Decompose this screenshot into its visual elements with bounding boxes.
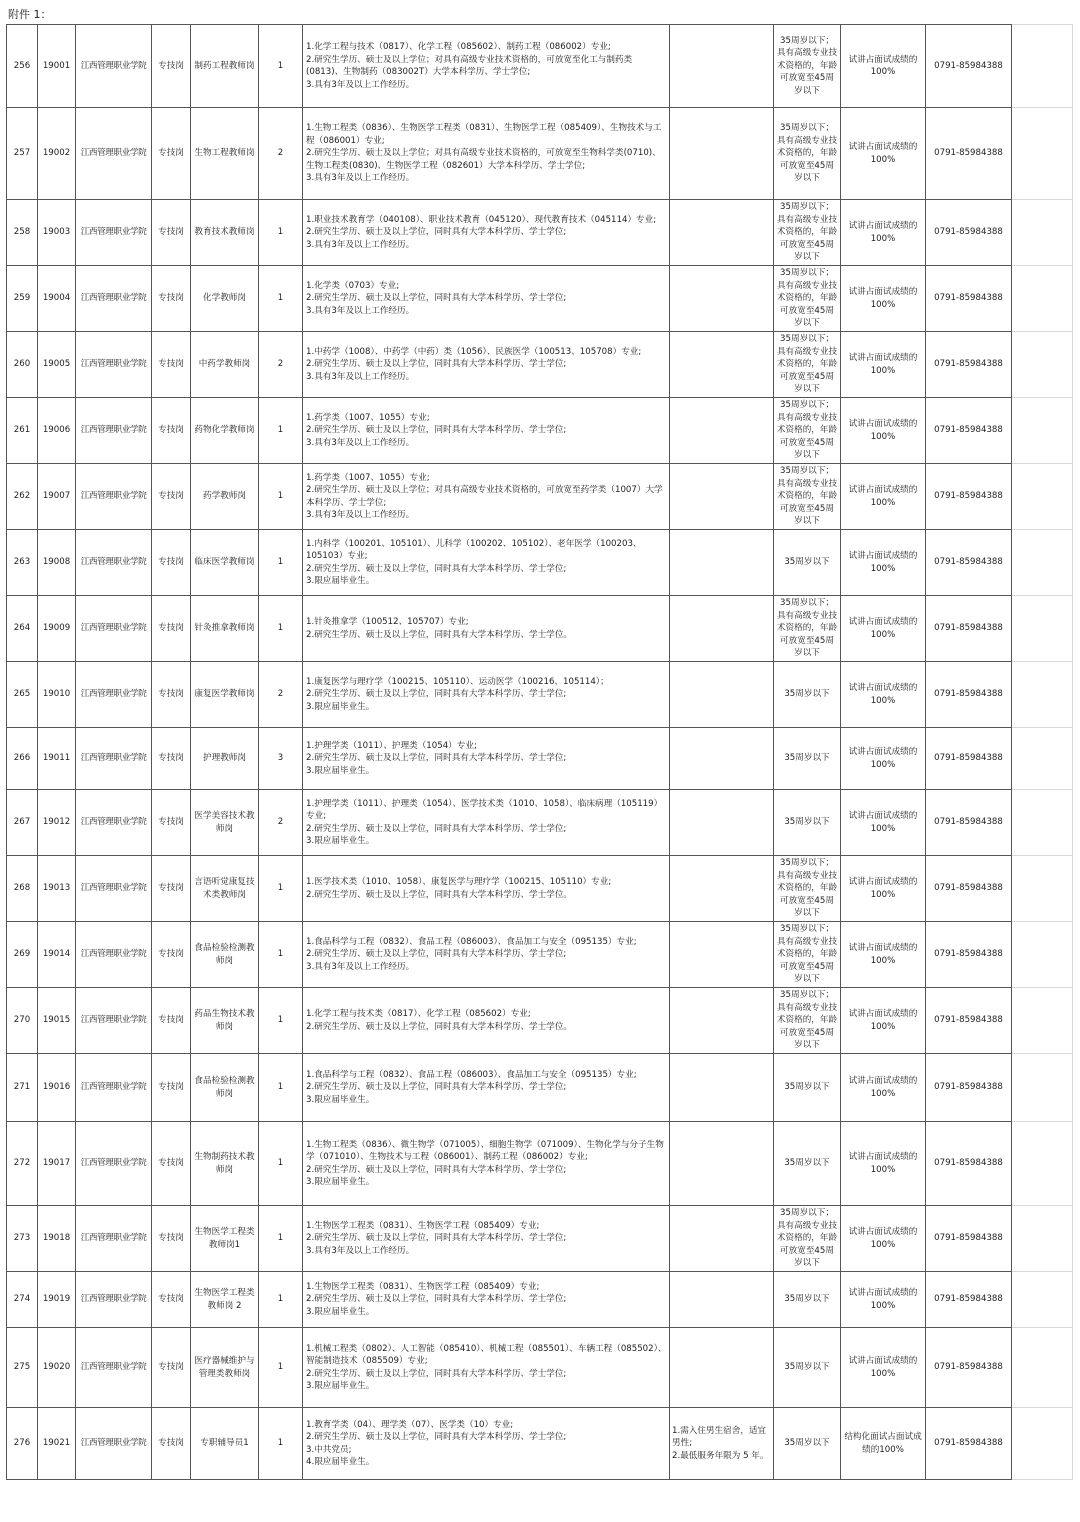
cell-position-type: 专技岗 (152, 1272, 191, 1328)
cell-empty (1012, 728, 1073, 790)
cell-seq: 275 (7, 1328, 38, 1408)
cell-headcount: 1 (259, 398, 303, 464)
cell-position-name: 护理教师岗 (191, 728, 259, 790)
table-row (7, 1054, 1073, 1122)
cell-position-code: 19003 (38, 200, 76, 266)
cell-empty (1012, 398, 1073, 464)
cell-other-conditions (670, 1328, 774, 1408)
cell-interview-method: 试讲占面试成绩的100% (841, 1328, 926, 1408)
cell-seq: 274 (7, 1272, 38, 1328)
cell-interview-method: 试讲占面试成绩的100% (841, 1206, 926, 1272)
cell-age-limit: 35周岁以下 (774, 1054, 841, 1122)
cell-requirements: 1.教育学类（04）、理学类（07）、医学类（10）专业; 2.研究生学历、硕士及以上学位，同时具有大学本科学历、学士学位; 3.中共党员; 4.限应届毕业生。 (303, 1408, 670, 1480)
cell-position-type: 专技岗 (152, 108, 191, 200)
cell-position-name: 生物医学工程类教师岗1 (191, 1206, 259, 1272)
cell-contact-phone: 0791-85984388 (926, 1206, 1012, 1272)
cell-requirements: 1.针灸推拿学（100512、105707）专业; 2.研究生学历、硕士及以上学位，同时具有大学本科学历、学士学位。 (303, 596, 670, 662)
cell-empty (1012, 200, 1073, 266)
cell-seq: 256 (7, 25, 38, 108)
cell-interview-method: 试讲占面试成绩的100% (841, 728, 926, 790)
cell-position-code: 19015 (38, 988, 76, 1054)
cell-headcount: 1 (259, 464, 303, 530)
cell-other-conditions (670, 332, 774, 398)
cell-unit: 江西管理职业学院 (76, 922, 152, 988)
cell-unit: 江西管理职业学院 (76, 596, 152, 662)
cell-position-name: 言语听觉康复技术类教师岗 (191, 856, 259, 922)
cell-seq: 270 (7, 988, 38, 1054)
cell-position-code: 19016 (38, 1054, 76, 1122)
cell-other-conditions (670, 596, 774, 662)
cell-contact-phone: 0791-85984388 (926, 728, 1012, 790)
cell-requirements: 1.中药学（1008）、中药学（中药）类（1056）、民族医学（100513、105708）专业; 2.研究生学历、硕士及以上学位，同时具有大学本科学历、学士学位; 3.具有3年及以上工作经历。 (303, 332, 670, 398)
cell-position-name: 食品检验检测教师岗 (191, 1054, 259, 1122)
cell-contact-phone: 0791-85984388 (926, 1408, 1012, 1480)
cell-age-limit: 35周岁以下；具有高级专业技术资格的，年龄可放宽至45周岁以下 (774, 1206, 841, 1272)
cell-empty (1012, 464, 1073, 530)
cell-unit: 江西管理职业学院 (76, 1272, 152, 1328)
cell-contact-phone: 0791-85984388 (926, 922, 1012, 988)
cell-unit: 江西管理职业学院 (76, 530, 152, 596)
cell-empty (1012, 856, 1073, 922)
cell-other-conditions (670, 200, 774, 266)
cell-interview-method: 试讲占面试成绩的100% (841, 464, 926, 530)
cell-requirements: 1.康复医学与理疗学（100215、105110）、运动医学（100216、105114）； 2.研究生学历、硕士及以上学位，同时具有大学本科学历、学士学位; 3.限应届毕业生。 (303, 662, 670, 728)
cell-requirements: 1.护理学类（1011）、护理类（1054）、医学技术类（1010、1058）、临床病理（105119）专业; 2.研究生学历、硕士及以上学位，同时具有大学本科学历、学士学位; 3.限应届毕业生。 (303, 790, 670, 856)
cell-position-name: 药物化学教师岗 (191, 398, 259, 464)
cell-other-conditions (670, 1272, 774, 1328)
cell-unit: 江西管理职业学院 (76, 1122, 152, 1206)
cell-age-limit: 35周岁以下；具有高级专业技术资格的，年龄可放宽至45周岁以下 (774, 25, 841, 108)
cell-other-conditions (670, 922, 774, 988)
cell-requirements: 1.生物工程类（0836）、生物医学工程类（0831）、生物医学工程（085409）、生物技术与工程（086001）专业; 2.研究生学历、硕士及以上学位；对具有高级专业技术资格的，可放宽至生物科学类(0710)、生物工程类(0830)、生物医学工程（082601）大学本科学历、学士学位; 3.具有3年及以上工作经历。 (303, 108, 670, 200)
cell-position-type: 专技岗 (152, 530, 191, 596)
cell-unit: 江西管理职业学院 (76, 332, 152, 398)
cell-interview-method: 试讲占面试成绩的100% (841, 1054, 926, 1122)
cell-interview-method: 试讲占面试成绩的100% (841, 1272, 926, 1328)
cell-position-code: 19004 (38, 266, 76, 332)
table-row (7, 1206, 1073, 1272)
cell-position-type: 专技岗 (152, 1122, 191, 1206)
cell-contact-phone: 0791-85984388 (926, 108, 1012, 200)
cell-position-name: 医疗器械维护与管理类教师岗 (191, 1328, 259, 1408)
position-table (6, 24, 1073, 1480)
cell-unit: 江西管理职业学院 (76, 662, 152, 728)
cell-headcount: 1 (259, 1054, 303, 1122)
cell-interview-method: 试讲占面试成绩的100% (841, 988, 926, 1054)
cell-empty (1012, 662, 1073, 728)
cell-interview-method: 试讲占面试成绩的100% (841, 790, 926, 856)
cell-headcount: 2 (259, 790, 303, 856)
cell-contact-phone: 0791-85984388 (926, 1272, 1012, 1328)
cell-requirements: 1.护理学类（1011）、护理类（1054）专业; 2.研究生学历、硕士及以上学位，同时具有大学本科学历、学士学位; 3.限应届毕业生。 (303, 728, 670, 790)
cell-position-name: 专职辅导员1 (191, 1408, 259, 1480)
cell-other-conditions (670, 464, 774, 530)
cell-seq: 276 (7, 1408, 38, 1480)
cell-headcount: 1 (259, 25, 303, 108)
cell-headcount: 2 (259, 662, 303, 728)
cell-requirements: 1.医学技术类（1010、1058）、康复医学与理疗学（100215、105110）专业; 2.研究生学历、硕士及以上学位，同时具有大学本科学历、学士学位。 (303, 856, 670, 922)
cell-interview-method: 试讲占面试成绩的100% (841, 596, 926, 662)
cell-seq: 262 (7, 464, 38, 530)
cell-requirements: 1.机械工程类（0802）、人工智能（085410）、机械工程（085501）、车辆工程（085502）、智能制造技术（085509）专业; 2.研究生学历、硕士及以上学位，同时具有大学本科学历、学士学位; 3.限应届毕业生。 (303, 1328, 670, 1408)
cell-contact-phone: 0791-85984388 (926, 1122, 1012, 1206)
cell-position-name: 生物工程教师岗 (191, 108, 259, 200)
cell-interview-method: 试讲占面试成绩的100% (841, 108, 926, 200)
table-row (7, 200, 1073, 266)
cell-other-conditions (670, 266, 774, 332)
cell-seq: 265 (7, 662, 38, 728)
cell-position-code: 19021 (38, 1408, 76, 1480)
cell-contact-phone: 0791-85984388 (926, 25, 1012, 108)
cell-interview-method: 试讲占面试成绩的100% (841, 856, 926, 922)
cell-age-limit: 35周岁以下 (774, 1328, 841, 1408)
table-row (7, 988, 1073, 1054)
cell-age-limit: 35周岁以下；具有高级专业技术资格的，年龄可放宽至45周岁以下 (774, 200, 841, 266)
cell-interview-method: 试讲占面试成绩的100% (841, 530, 926, 596)
table-row (7, 464, 1073, 530)
cell-age-limit: 35周岁以下 (774, 1272, 841, 1328)
cell-empty (1012, 332, 1073, 398)
cell-headcount: 1 (259, 266, 303, 332)
cell-position-type: 专技岗 (152, 922, 191, 988)
cell-position-type: 专技岗 (152, 856, 191, 922)
cell-unit: 江西管理职业学院 (76, 1054, 152, 1122)
table-row (7, 596, 1073, 662)
cell-position-type: 专技岗 (152, 1206, 191, 1272)
cell-position-name: 化学教师岗 (191, 266, 259, 332)
table-row (7, 662, 1073, 728)
cell-empty (1012, 1408, 1073, 1480)
cell-unit: 江西管理职业学院 (76, 1206, 152, 1272)
cell-headcount: 1 (259, 988, 303, 1054)
cell-position-type: 专技岗 (152, 596, 191, 662)
cell-position-name: 临床医学教师岗 (191, 530, 259, 596)
cell-position-name: 食品检验检测教师岗 (191, 922, 259, 988)
cell-headcount: 1 (259, 922, 303, 988)
cell-position-type: 专技岗 (152, 790, 191, 856)
cell-unit: 江西管理职业学院 (76, 25, 152, 108)
cell-contact-phone: 0791-85984388 (926, 662, 1012, 728)
cell-seq: 271 (7, 1054, 38, 1122)
cell-position-type: 专技岗 (152, 1054, 191, 1122)
cell-seq: 267 (7, 790, 38, 856)
cell-age-limit: 35周岁以下；具有高级专业技术资格的，年龄可放宽至45周岁以下 (774, 856, 841, 922)
cell-position-name: 医学美容技术教师岗 (191, 790, 259, 856)
cell-headcount: 1 (259, 596, 303, 662)
cell-position-code: 19012 (38, 790, 76, 856)
cell-seq: 269 (7, 922, 38, 988)
cell-requirements: 1.食品科学与工程（0832）、食品工程（086003）、食品加工与安全（095135）专业; 2.研究生学历、硕士及以上学位，同时具有大学本科学历、学士学位; 3.具有3年及以上工作经历。 (303, 922, 670, 988)
table-row (7, 108, 1073, 200)
cell-empty (1012, 790, 1073, 856)
cell-position-name: 生物制药技术教师岗 (191, 1122, 259, 1206)
cell-unit: 江西管理职业学院 (76, 728, 152, 790)
cell-unit: 江西管理职业学院 (76, 398, 152, 464)
cell-empty (1012, 266, 1073, 332)
cell-other-conditions (670, 398, 774, 464)
cell-headcount: 1 (259, 200, 303, 266)
cell-age-limit: 35周岁以下；具有高级专业技术资格的，年龄可放宽至45周岁以下 (774, 398, 841, 464)
cell-contact-phone: 0791-85984388 (926, 398, 1012, 464)
cell-unit: 江西管理职业学院 (76, 200, 152, 266)
cell-position-code: 19008 (38, 530, 76, 596)
cell-unit: 江西管理职业学院 (76, 108, 152, 200)
cell-unit: 江西管理职业学院 (76, 988, 152, 1054)
cell-unit: 江西管理职业学院 (76, 266, 152, 332)
cell-requirements: 1.职业技术教育学（040108）、职业技术教育（045120）、现代教育技术（045114）专业; 2.研究生学历、硕士及以上学位，同时具有大学本科学历、学士学位; 3.具有3年及以上工作经历。 (303, 200, 670, 266)
cell-position-name: 生物医学工程类教师岗 2 (191, 1272, 259, 1328)
cell-position-type: 专技岗 (152, 464, 191, 530)
cell-contact-phone: 0791-85984388 (926, 790, 1012, 856)
cell-age-limit: 35周岁以下；具有高级专业技术资格的，年龄可放宽至45周岁以下 (774, 108, 841, 200)
cell-age-limit: 35周岁以下；具有高级专业技术资格的，年龄可放宽至45周岁以下 (774, 922, 841, 988)
cell-contact-phone: 0791-85984388 (926, 988, 1012, 1054)
cell-interview-method: 试讲占面试成绩的100% (841, 1122, 926, 1206)
cell-contact-phone: 0791-85984388 (926, 266, 1012, 332)
cell-contact-phone: 0791-85984388 (926, 1328, 1012, 1408)
cell-age-limit: 35周岁以下 (774, 530, 841, 596)
cell-position-type: 专技岗 (152, 200, 191, 266)
cell-headcount: 1 (259, 1272, 303, 1328)
table-row (7, 25, 1073, 108)
cell-position-type: 专技岗 (152, 988, 191, 1054)
table-row (7, 1408, 1073, 1480)
attachment-caption: 附件 1： (8, 8, 52, 21)
cell-headcount: 1 (259, 856, 303, 922)
cell-requirements: 1.生物医学工程类（0831）、生物医学工程（085409）专业; 2.研究生学历、硕士及以上学位，同时具有大学本科学历、学士学位; 3.具有3年及以上工作经历。 (303, 1206, 670, 1272)
cell-requirements: 1.食品科学与工程（0832）、食品工程（086003）、食品加工与安全（095135）专业; 2.研究生学历、硕士及以上学位，同时具有大学本科学历、学士学位; 3.限应届毕业生。 (303, 1054, 670, 1122)
cell-age-limit: 35周岁以下；具有高级专业技术资格的，年龄可放宽至45周岁以下 (774, 596, 841, 662)
cell-requirements: 1.药学类（1007、1055）专业; 2.研究生学历、硕士及以上学位，同时具有大学本科学历、学士学位; 3.具有3年及以上工作经历。 (303, 398, 670, 464)
cell-position-code: 19018 (38, 1206, 76, 1272)
cell-empty (1012, 1272, 1073, 1328)
cell-headcount: 1 (259, 1122, 303, 1206)
table-row (7, 1272, 1073, 1328)
table-row (7, 922, 1073, 988)
cell-requirements: 1.化学类（0703）专业; 2.研究生学历、硕士及以上学位，同时具有大学本科学历、学士学位; 3.具有3年及以上工作经历。 (303, 266, 670, 332)
cell-empty (1012, 1122, 1073, 1206)
cell-interview-method: 结构化面试占面试成绩的100% (841, 1408, 926, 1480)
cell-position-code: 19007 (38, 464, 76, 530)
cell-position-code: 19014 (38, 922, 76, 988)
cell-headcount: 2 (259, 332, 303, 398)
cell-position-type: 专技岗 (152, 1408, 191, 1480)
cell-contact-phone: 0791-85984388 (926, 856, 1012, 922)
cell-interview-method: 试讲占面试成绩的100% (841, 200, 926, 266)
cell-other-conditions (670, 25, 774, 108)
cell-interview-method: 试讲占面试成绩的100% (841, 332, 926, 398)
cell-interview-method: 试讲占面试成绩的100% (841, 398, 926, 464)
cell-other-conditions (670, 108, 774, 200)
table-row (7, 856, 1073, 922)
cell-empty (1012, 1054, 1073, 1122)
cell-headcount: 1 (259, 1328, 303, 1408)
cell-position-name: 康复医学教师岗 (191, 662, 259, 728)
table-row (7, 1328, 1073, 1408)
cell-position-code: 19001 (38, 25, 76, 108)
cell-other-conditions (670, 790, 774, 856)
cell-headcount: 1 (259, 530, 303, 596)
cell-headcount: 1 (259, 1408, 303, 1480)
cell-position-code: 19009 (38, 596, 76, 662)
cell-contact-phone: 0791-85984388 (926, 332, 1012, 398)
cell-other-conditions (670, 728, 774, 790)
cell-headcount: 2 (259, 108, 303, 200)
cell-position-type: 专技岗 (152, 1328, 191, 1408)
cell-position-type: 专技岗 (152, 662, 191, 728)
cell-contact-phone: 0791-85984388 (926, 1054, 1012, 1122)
cell-unit: 江西管理职业学院 (76, 1328, 152, 1408)
cell-other-conditions (670, 1054, 774, 1122)
cell-other-conditions (670, 1206, 774, 1272)
cell-requirements: 1.化学工程与技术类（0817）、化学工程（085602）专业; 2.研究生学历、硕士及以上学位，同时具有大学本科学历、学士学位。 (303, 988, 670, 1054)
cell-contact-phone: 0791-85984388 (926, 200, 1012, 266)
cell-empty (1012, 1328, 1073, 1408)
cell-position-name: 药品生物技术教师岗 (191, 988, 259, 1054)
cell-position-code: 19010 (38, 662, 76, 728)
cell-position-code: 19020 (38, 1328, 76, 1408)
cell-position-code: 19005 (38, 332, 76, 398)
cell-position-name: 药学教师岗 (191, 464, 259, 530)
cell-seq: 263 (7, 530, 38, 596)
cell-requirements: 1.药学类（1007、1055）专业; 2.研究生学历、硕士及以上学位；对具有高级专业技术资格的，可放宽至药学类（1007）大学本科学历、学士学位; 3.具有3年及以上工作经历。 (303, 464, 670, 530)
cell-other-conditions (670, 988, 774, 1054)
cell-interview-method: 试讲占面试成绩的100% (841, 922, 926, 988)
cell-other-conditions (670, 662, 774, 728)
cell-seq: 259 (7, 266, 38, 332)
cell-position-type: 专技岗 (152, 728, 191, 790)
cell-position-code: 19011 (38, 728, 76, 790)
cell-position-name: 制药工程教师岗 (191, 25, 259, 108)
cell-empty (1012, 1206, 1073, 1272)
cell-unit: 江西管理职业学院 (76, 464, 152, 530)
cell-position-name: 针灸推拿教师岗 (191, 596, 259, 662)
table-row (7, 790, 1073, 856)
cell-headcount: 1 (259, 1206, 303, 1272)
cell-position-code: 19013 (38, 856, 76, 922)
cell-seq: 261 (7, 398, 38, 464)
table-row (7, 266, 1073, 332)
cell-age-limit: 35周岁以下；具有高级专业技术资格的，年龄可放宽至45周岁以下 (774, 266, 841, 332)
table-body (7, 25, 1073, 1480)
cell-position-code: 19019 (38, 1272, 76, 1328)
cell-empty (1012, 530, 1073, 596)
cell-position-type: 专技岗 (152, 398, 191, 464)
cell-unit: 江西管理职业学院 (76, 856, 152, 922)
cell-position-type: 专技岗 (152, 332, 191, 398)
cell-other-conditions (670, 1122, 774, 1206)
cell-position-type: 专技岗 (152, 266, 191, 332)
cell-interview-method: 试讲占面试成绩的100% (841, 25, 926, 108)
table-row (7, 398, 1073, 464)
cell-seq: 260 (7, 332, 38, 398)
cell-position-type: 专技岗 (152, 25, 191, 108)
cell-position-code: 19002 (38, 108, 76, 200)
cell-seq: 258 (7, 200, 38, 266)
cell-age-limit: 35周岁以下 (774, 1408, 841, 1480)
cell-age-limit: 35周岁以下；具有高级专业技术资格的，年龄可放宽至45周岁以下 (774, 988, 841, 1054)
cell-age-limit: 35周岁以下；具有高级专业技术资格的，年龄可放宽至45周岁以下 (774, 464, 841, 530)
cell-contact-phone: 0791-85984388 (926, 596, 1012, 662)
cell-requirements: 1.生物医学工程类（0831）、生物医学工程（085409）专业; 2.研究生学历、硕士及以上学位，同时具有大学本科学历、学士学位; 3.限应届毕业生。 (303, 1272, 670, 1328)
cell-age-limit: 35周岁以下 (774, 1122, 841, 1206)
cell-headcount: 3 (259, 728, 303, 790)
cell-position-code: 19017 (38, 1122, 76, 1206)
cell-position-name: 中药学教师岗 (191, 332, 259, 398)
cell-interview-method: 试讲占面试成绩的100% (841, 662, 926, 728)
cell-age-limit: 35周岁以下 (774, 662, 841, 728)
cell-age-limit: 35周岁以下 (774, 790, 841, 856)
cell-age-limit: 35周岁以下；具有高级专业技术资格的，年龄可放宽至45周岁以下 (774, 332, 841, 398)
cell-position-code: 19006 (38, 398, 76, 464)
cell-requirements: 1.化学工程与技术（0817）、化学工程（085602）、制药工程（086002）专业; 2.研究生学历、硕士及以上学位；对具有高级专业技术资格的，可放宽至化工与制药类(0813)、生物制药（083002T）大学本科学历、学士学位; 3.具有3年及以上工作经历。 (303, 25, 670, 108)
table-row (7, 332, 1073, 398)
table-row (7, 530, 1073, 596)
cell-other-conditions: 1.需入住男生宿舍，适宜男性; 2.最低服务年限为 5 年。 (670, 1408, 774, 1480)
cell-seq: 266 (7, 728, 38, 790)
cell-empty (1012, 922, 1073, 988)
cell-unit: 江西管理职业学院 (76, 790, 152, 856)
cell-seq: 257 (7, 108, 38, 200)
cell-unit: 江西管理职业学院 (76, 1408, 152, 1480)
cell-other-conditions (670, 530, 774, 596)
cell-other-conditions (670, 856, 774, 922)
cell-empty (1012, 25, 1073, 108)
cell-seq: 272 (7, 1122, 38, 1206)
cell-interview-method: 试讲占面试成绩的100% (841, 266, 926, 332)
table-row (7, 1122, 1073, 1206)
cell-empty (1012, 596, 1073, 662)
cell-contact-phone: 0791-85984388 (926, 464, 1012, 530)
cell-position-name: 教育技术教师岗 (191, 200, 259, 266)
cell-empty (1012, 108, 1073, 200)
table-row (7, 728, 1073, 790)
cell-seq: 273 (7, 1206, 38, 1272)
cell-seq: 264 (7, 596, 38, 662)
cell-empty (1012, 988, 1073, 1054)
cell-age-limit: 35周岁以下 (774, 728, 841, 790)
cell-seq: 268 (7, 856, 38, 922)
cell-requirements: 1.生物工程类（0836）、微生物学（071005）、细胞生物学（071009）、生物化学与分子生物学（071010）、生物技术与工程（086001）、制药工程（086002）专业; 2.研究生学历、硕士及以上学位，同时具有大学本科学历、学士学位; 3.限应届毕业生。 (303, 1122, 670, 1206)
cell-contact-phone: 0791-85984388 (926, 530, 1012, 596)
cell-requirements: 1.内科学（100201、105101）、儿科学（100202、105102）、老年医学（100203、105103）专业; 2.研究生学历、硕士及以上学位，同时具有大学本科学历、学士学位; 3.限应届毕业生。 (303, 530, 670, 596)
